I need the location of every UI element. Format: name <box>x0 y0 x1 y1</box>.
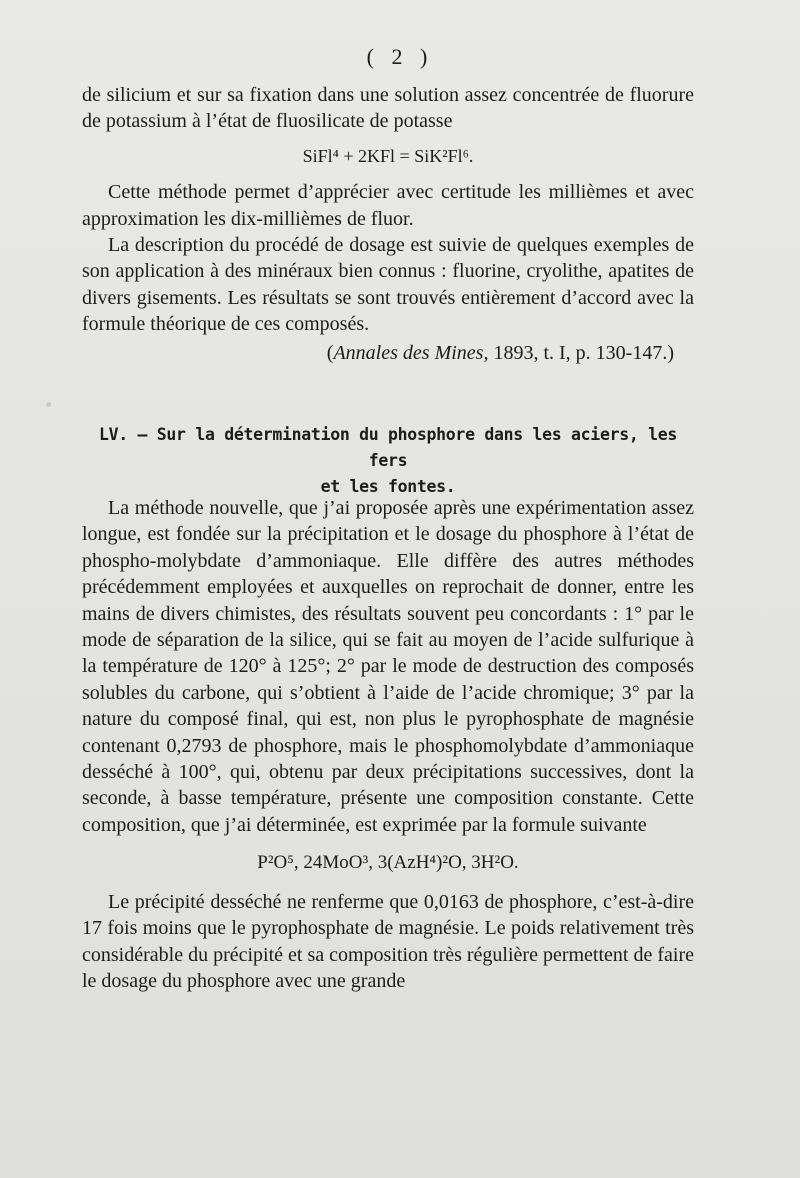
citation-annales <box>82 340 694 366</box>
paragraph-fluor-text: de silicium et sur sa fixation dans une solution assez concentrée de fluorure de potassium à l’état de fluosilicate de potasse <box>82 84 694 133</box>
paragraph-method: Cette méthode permet d’apprécier avec certitude les millièmes et avec approximation les dix-millièmes de fluor. <box>82 181 694 230</box>
page-number: ( 2 ) <box>366 44 434 69</box>
section-heading-line1: LV. — Sur la détermination du phosphore dans les aciers, les fers <box>98 425 678 470</box>
paragraph-precipite: Le précipité desséché ne renferme que 0,0163 de phosphore, c’est-à-dire 17 fois moins que le pyrophosphate de magnésie. Le poids relativement très considérable du précipité et sa composition très régulière permettent de faire le dosage du phosphore avec une grande <box>82 890 694 992</box>
formula-phosphomolybdate: P²O⁵, 24MoO³, 3(AzH⁴)²O, 3H²O. <box>257 852 519 874</box>
section-heading-line2: et les fontes. <box>320 477 456 496</box>
page-smudge <box>46 402 51 407</box>
paragraph-description: La description du procédé de dosage est suivie de quelques exemples de son application à des minéraux bien connus : fluorine, cryolithe, apatites de divers gisements. Les résultats se sont trouvés entièrement d’accord avec la formule théorique de ces composés. <box>82 234 694 336</box>
paragraph-phosphore <box>82 495 694 994</box>
paragraph-phosphore-text: La méthode nouvelle, que j’ai proposée après une expérimentation assez longue, est fondée sur la précipitation et le dosage du phosphore à l’état de phospho-molybdate d’ammoniaque. Elle diffère des autres méthodes précédemment employées et auxquelles on reprochait de donner, entre les mains de divers chimistes, des résultats souvent peu concordants : 1° par le mode de séparation de la silice, qui se fait au moyen de l’acide sulfurique à la température de 120° à 125°; 2° par le mode de destruction des composés solubles du carbone, qui s’obtient à l’aide de l’acide chromique; 3° par la nature du composé final, qui est, non plus le pyrophosphate de magnésie contenant 0,2793 de phosphore, mais le phosphomolybdate d’ammoniaque desséché à 100°, qui, obtenu par deux précipitations successives, dont la seconde, à basse température, présente une composition constante. Cette composition, que j’ai déterminée, est exprimée par la formule suivante <box>82 497 694 836</box>
section-heading <box>82 422 694 500</box>
citation-journal: Annales des Mines, <box>333 341 489 364</box>
citation-open-paren: ( <box>326 341 334 364</box>
paragraph-fluor <box>82 82 694 366</box>
formula-fluosilicate: SiFl⁴ + 2KFl = SiK²Fl⁶. <box>302 145 474 166</box>
citation-details: 1893, t. I, p. 130-147.) <box>493 341 674 364</box>
